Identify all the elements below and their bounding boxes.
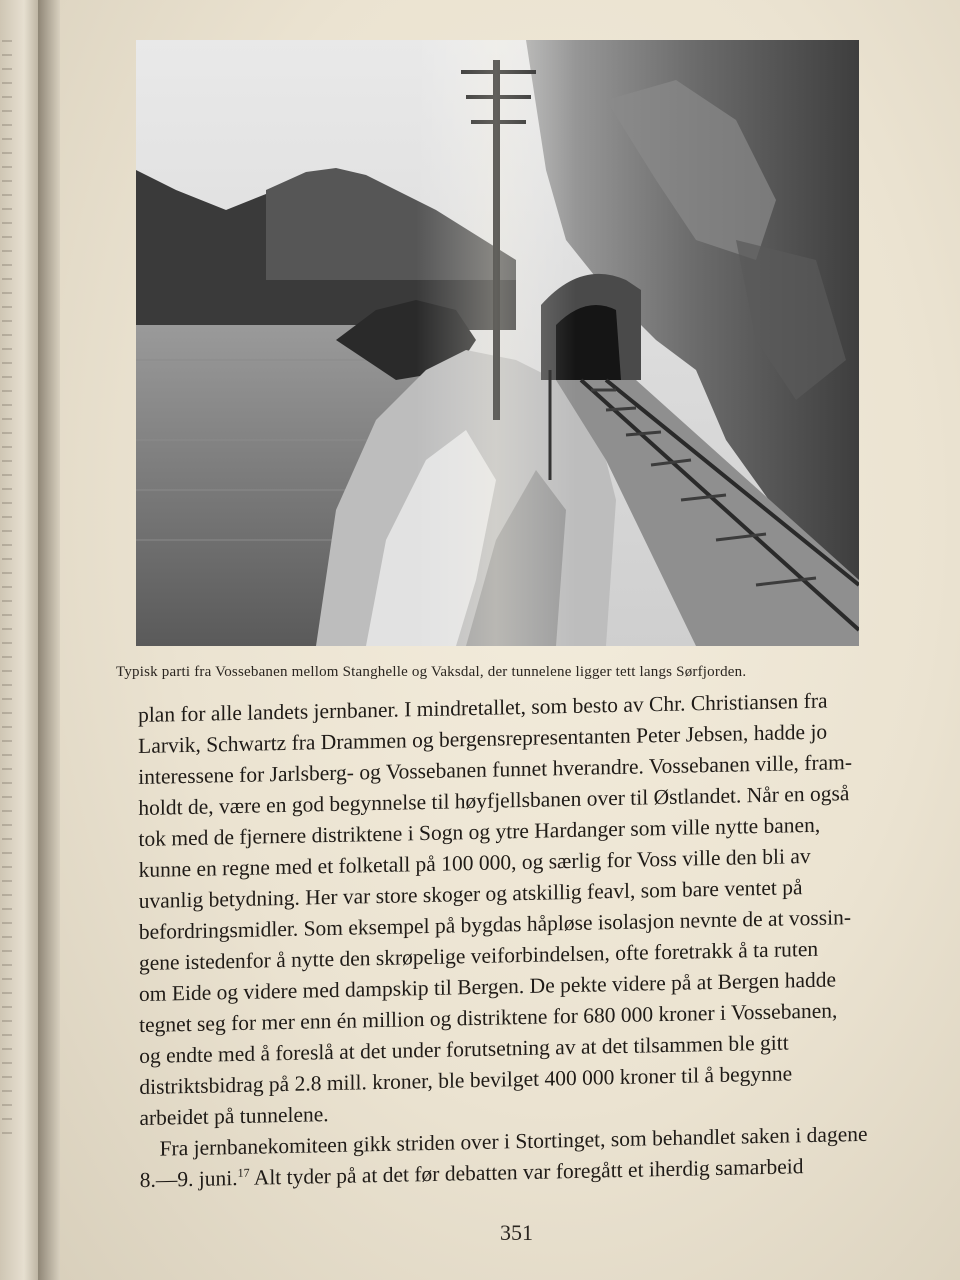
- page-number: 351: [500, 1220, 533, 1245]
- photo-caption: Typisk parti fra Vossebanen mellom Stanghelle og Vaksdal, der tunnelene ligger tett langs Sørfjorden.: [116, 664, 747, 680]
- text-line: plan for alle landets jernbaner. I mindretallet, som besto av Chr. Christiansen fra: [138, 688, 828, 728]
- text-line: og endte med å foreslå at det under forutsetning av at det tilsammen ble gitt: [139, 1030, 789, 1069]
- footnote-marker: 17: [237, 1165, 250, 1180]
- photo-illustration: [136, 40, 859, 646]
- text-line: om Eide og videre med dampskip til Bergen. De pekte videre på at Bergen hadde: [138, 967, 837, 1007]
- body-text: [138, 683, 930, 1196]
- line-continuation: Alt tyder på at det før debatten var foregått et iherdig samarbeid: [249, 1154, 804, 1190]
- left-page-text-fragments: [2, 40, 12, 1140]
- left-page-edge: [0, 0, 40, 1280]
- paragraph-2-line-1: Fra jernbanekomiteen gikk striden over i Stortinget, som behandlet saken i dagene: [159, 1121, 868, 1161]
- text-line: gene istedenfor å nytte den skrøpelige veiforbindelsen, ofte foretrakk å ta ruten: [138, 936, 819, 976]
- railway-tunnel-photo: [136, 40, 859, 646]
- book-page: [60, 0, 960, 1280]
- text-line: kunne en regne med et folketall på 100 000, og særlig for Voss ville den bli av: [138, 843, 811, 883]
- date-text: 8.—9. juni.: [139, 1166, 238, 1193]
- text-line: interessene for Jarlsberg- og Vossebanen funnet hverandre. Vossebanen ville, fram-: [138, 750, 853, 790]
- text-line: arbeidet på tunnelene.: [139, 1102, 329, 1131]
- text-line: distriktsbidrag på 2.8 mill. kroner, ble bevilget 400 000 kroner til å begynne: [139, 1061, 793, 1100]
- text-line: uvanlig betydning. Her var store skoger og atskillig feavl, som bare ventet på: [138, 875, 803, 914]
- text-line: holdt de, være en god begynnelse til høyfjellsbanen over til Østlandet. Når en også: [138, 781, 850, 821]
- text-line: befordringsmidler. Som eksempel på bygdas håpløse isolasjon nevnte de at vossin-: [138, 905, 852, 945]
- text-line: tok med de fjernere distriktene i Sogn og ytre Hardanger som ville nytte banen,: [138, 812, 821, 852]
- text-line: Larvik, Schwartz fra Drammen og bergensrepresentanten Peter Jebsen, hadde jo: [138, 719, 828, 759]
- text-line: tegnet seg for mer enn én million og distriktene for 680 000 kroner i Vossebanen,: [139, 998, 838, 1038]
